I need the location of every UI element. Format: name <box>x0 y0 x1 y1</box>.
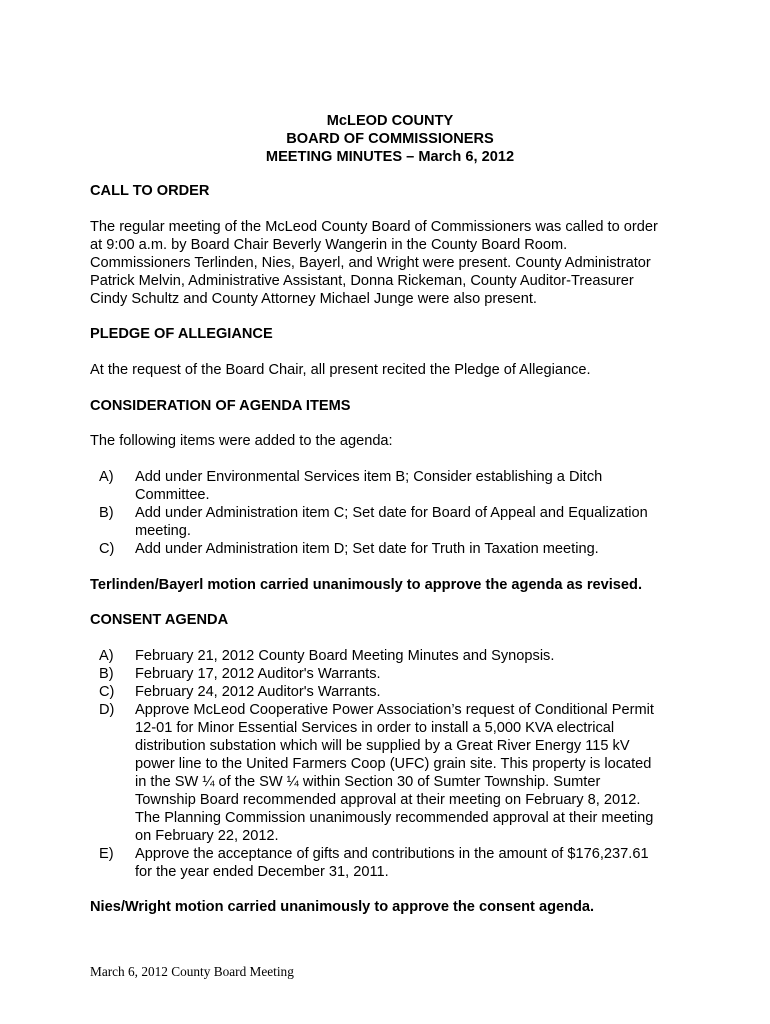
list-marker: D) <box>99 702 115 718</box>
agenda-items-list <box>90 468 690 558</box>
pledge-paragraph <box>90 361 690 379</box>
list-item <box>90 468 690 504</box>
list-item <box>90 701 690 845</box>
pledge-heading: PLEDGE OF ALLEGIANCE <box>90 326 273 342</box>
list-item-line: February 21, 2012 County Board Meeting Minutes and Synopsis. <box>135 648 555 664</box>
list-item-line: February 24, 2012 Auditor's Warrants. <box>135 684 381 700</box>
list-item-line: for the year ended December 31, 2011. <box>135 864 389 880</box>
paragraph-line: at 9:00 a.m. by Board Chair Beverly Wangerin in the County Board Room. <box>90 237 568 253</box>
title-line-minutes: MEETING MINUTES – March 6, 2012 <box>265 149 515 165</box>
list-marker: B) <box>99 666 114 682</box>
list-item-line: Approve McLeod Cooperative Power Association’s request of Conditional Permit <box>135 702 654 718</box>
list-item-line: Add under Administration item C; Set date for Board of Appeal and Equalization <box>135 505 648 521</box>
list-item <box>90 665 690 683</box>
paragraph-line: Patrick Melvin, Administrative Assistant, Donna Rickeman, County Auditor-Treasurer <box>90 273 634 289</box>
list-item-line: 12-01 for Minor Essential Services in order to install a 5,000 KVA electrical <box>135 720 615 736</box>
list-item <box>90 845 690 881</box>
call-to-order-paragraph <box>90 218 690 308</box>
title-line-board: BOARD OF COMMISSIONERS <box>286 131 494 147</box>
agenda-motion: Terlinden/Bayerl motion carried unanimously to approve the agenda as revised. <box>90 577 643 593</box>
list-item-line: meeting. <box>135 523 191 539</box>
list-item-line: Committee. <box>135 487 210 503</box>
title-line-county: McLEOD COUNTY <box>326 113 454 129</box>
list-marker: B) <box>99 505 114 521</box>
list-item-line: on February 22, 2012. <box>135 828 279 844</box>
agenda-items-intro <box>90 432 690 450</box>
document-title <box>90 112 690 166</box>
list-marker: C) <box>99 541 115 557</box>
list-item-line: Add under Environmental Services item B; Consider establishing a Ditch <box>135 469 603 485</box>
list-item-line: in the SW ¼ of the SW ¼ within Section 30 of Sumter Township. Sumter <box>135 774 601 790</box>
list-item-line: Approve the acceptance of gifts and contributions in the amount of $176,237.61 <box>135 846 649 862</box>
list-marker: E) <box>99 846 114 862</box>
consent-agenda-list <box>90 647 690 881</box>
paragraph-line: The following items were added to the agenda: <box>90 433 393 449</box>
list-item <box>90 540 690 558</box>
paragraph-line: At the request of the Board Chair, all present recited the Pledge of Allegiance. <box>90 362 591 378</box>
list-item <box>90 647 690 665</box>
list-item-line: Add under Administration item D; Set date for Truth in Taxation meeting. <box>135 541 599 557</box>
consent-motion: Nies/Wright motion carried unanimously to approve the consent agenda. <box>90 899 595 915</box>
page-footer: March 6, 2012 County Board Meeting <box>90 964 294 979</box>
list-item-line: distribution substation which will be supplied by a Great River Energy 115 kV <box>135 738 630 754</box>
call-to-order-heading: CALL TO ORDER <box>90 183 210 199</box>
list-item-line: Township Board recommended approval at their meeting on February 8, 2012. <box>135 792 641 808</box>
agenda-items-heading: CONSIDERATION OF AGENDA ITEMS <box>90 398 351 414</box>
list-item <box>90 683 690 701</box>
consent-agenda-heading: CONSENT AGENDA <box>90 612 229 628</box>
list-item-line: power line to the United Farmers Coop (UFC) grain site. This property is located <box>135 756 652 772</box>
list-marker: A) <box>99 648 114 664</box>
list-item-line: February 17, 2012 Auditor's Warrants. <box>135 666 381 682</box>
list-marker: A) <box>99 469 114 485</box>
paragraph-line: The regular meeting of the McLeod County Board of Commissioners was called to order <box>90 219 658 235</box>
list-marker: C) <box>99 684 115 700</box>
list-item <box>90 504 690 540</box>
paragraph-line: Commissioners Terlinden, Nies, Bayerl, and Wright were present. County Administrator <box>90 255 651 271</box>
paragraph-line: Cindy Schultz and County Attorney Michael Junge were also present. <box>90 291 537 307</box>
list-item-line: The Planning Commission unanimously recommended approval at their meeting <box>135 810 654 826</box>
